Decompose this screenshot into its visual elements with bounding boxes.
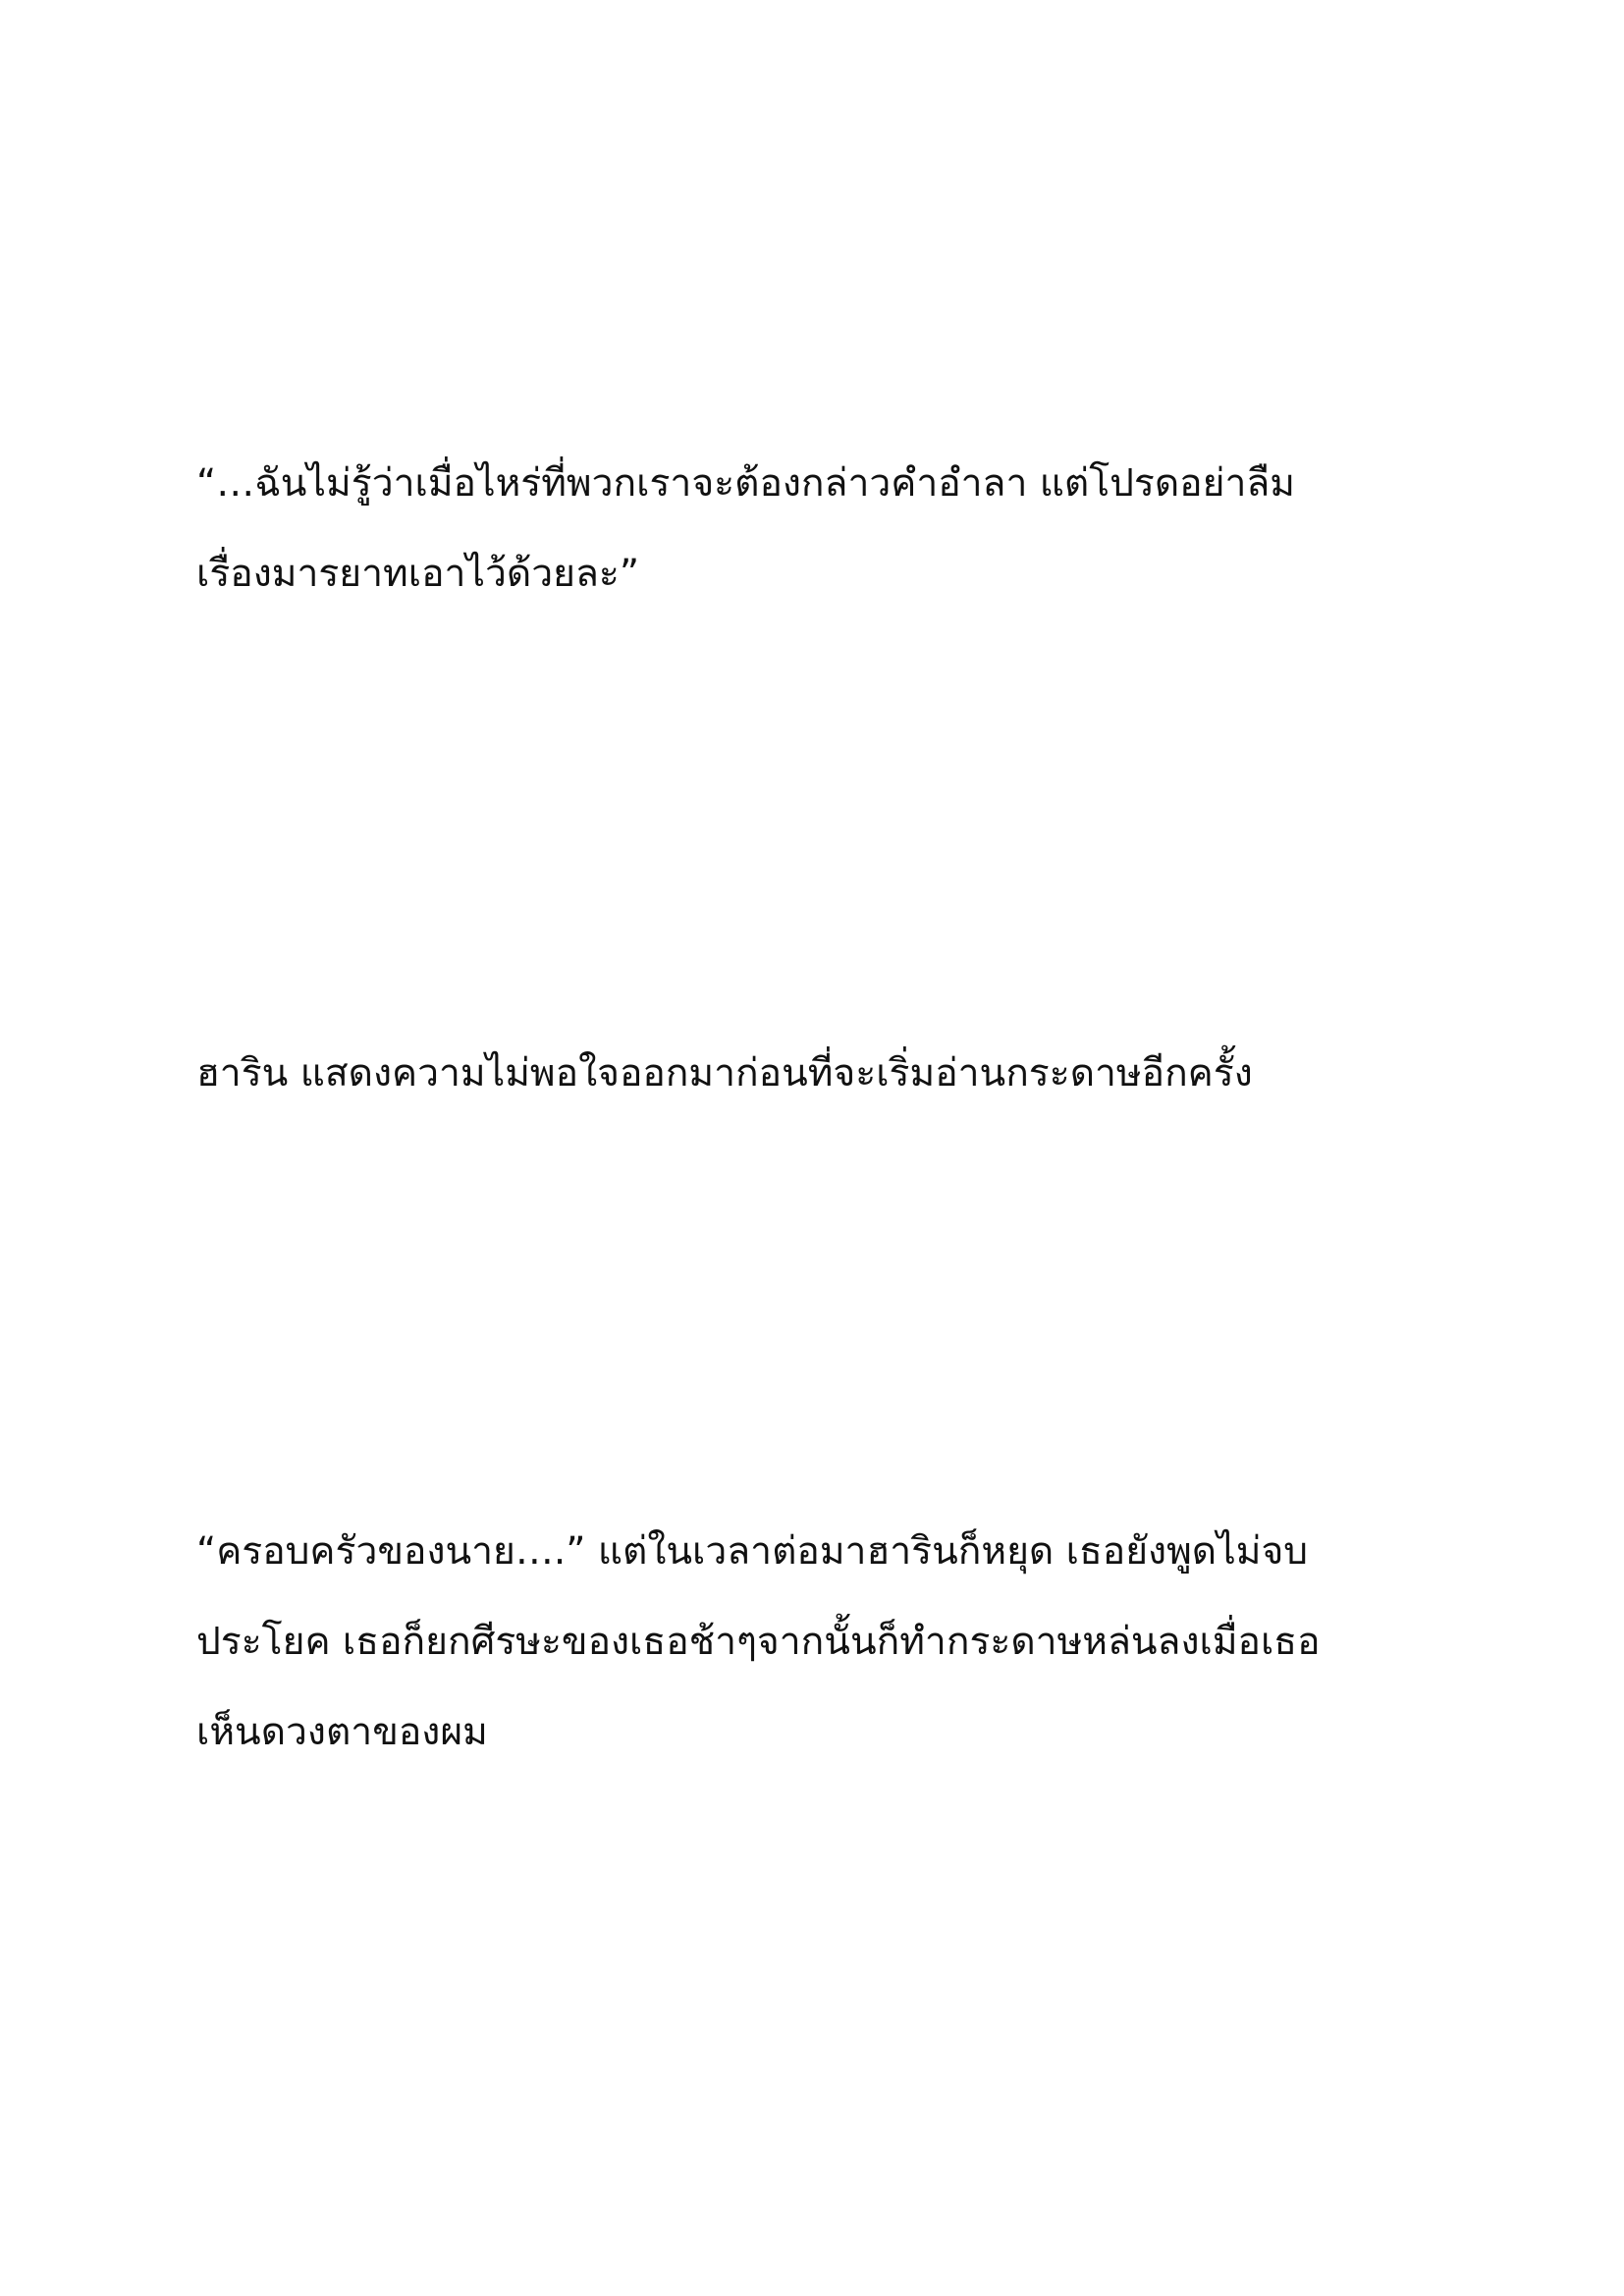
text-line: ประโยค เธอก็ยกศีรษะของเธอช้าๆจากนั้นก็ทำกระดาษหล่นลงเมื่อเธอ <box>196 1620 1321 1664</box>
paragraph-farewell-quote <box>196 439 1473 619</box>
text-line: ฮาริน แสดงความไม่พอใจออกมาก่อนที่จะเริ่มอ่านกระดาษอีกครั้ง <box>196 1051 1253 1095</box>
paragraph-harin-displeasure <box>196 1029 1473 1119</box>
text-line: “…ฉันไม่รู้ว่าเมื่อไหร่ที่พวกเราจะต้องกล่าวคำอำลา แต่โปรดอย่าลืม <box>196 461 1295 506</box>
text-line: เห็นดวงตาของผม <box>196 1710 488 1754</box>
paragraph-family-quote <box>196 1507 1473 1778</box>
text-line: เรื่องมารยาทเอาไว้ด้วยละ” <box>196 552 640 596</box>
text-line: “ครอบครัวของนาย….” แต่ในเวลาต่อมาฮารินก็หยุด เธอยังพูดไม่จบ <box>196 1529 1309 1574</box>
